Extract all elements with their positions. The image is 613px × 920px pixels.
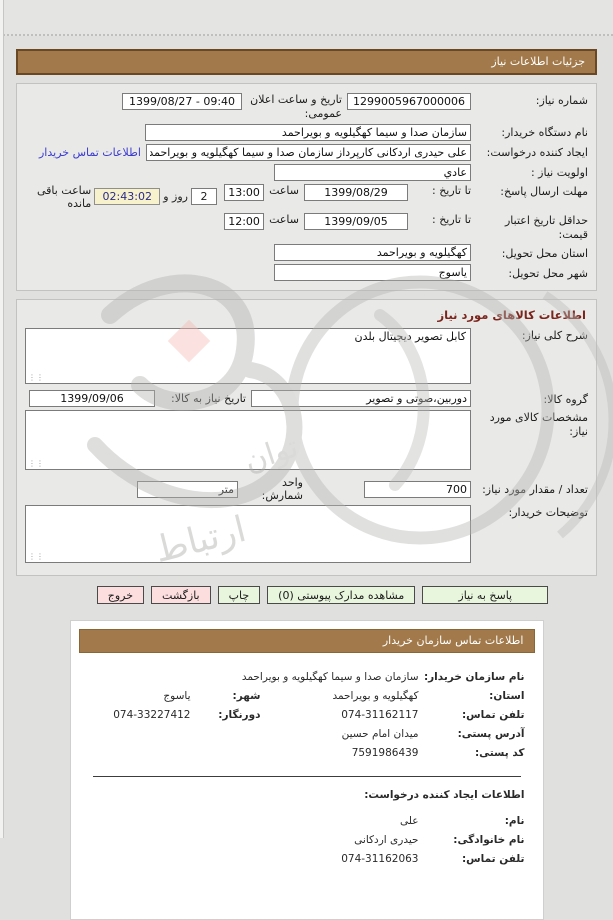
back-button[interactable]: بازگشت [151,586,211,604]
validity-until-label: تا تاریخ : [432,212,471,226]
contact-card [70,620,544,920]
city-value: یاسوج [163,689,191,702]
countdown [25,184,217,210]
goods-panel [16,299,597,576]
contact-card-header: اطلاعات تماس سازمان خریدار [79,629,535,653]
announce-datetime-input[interactable] [122,93,242,110]
deadline-time-input[interactable] [224,184,264,201]
last-name-label: نام خانوادگی: [453,833,525,846]
phone-fax-row [89,705,525,724]
need-details-header: جزئیات اطلاعات نیاز [16,49,597,75]
reply-deadline-label: مهلت ارسال پاسخ: [500,184,588,198]
address-row [89,724,525,743]
resize-grip-icon: ⋮⋮ [28,373,44,383]
buyer-org-label: نام دستگاه خریدار: [501,125,588,139]
delivery-city-row [25,264,588,281]
respond-button[interactable]: پاسخ به نیاز [422,586,548,604]
goods-group-row [25,390,588,407]
buyer-notes-textarea[interactable] [25,505,471,563]
price-validity-label: حداقل تاریخ اعتبار قیمت: [504,213,588,241]
buyer-org-input[interactable] [145,124,471,141]
card-divider [93,776,521,777]
first-name-label: نام: [504,814,525,827]
province-value: کهگیلویه و بویراحمد [332,689,419,702]
specs-textarea[interactable] [25,410,471,470]
countdown-days-box: 2 [191,188,217,205]
city-label: شهر: [232,689,261,702]
validity-time-input[interactable] [224,213,264,230]
countdown-timer: 02:43:02 [94,188,160,205]
resize-grip-icon: ⋮⋮ [28,459,44,469]
creator-phone-row [89,849,525,868]
resize-grip-icon: ⋮⋮ [28,552,44,562]
postal-code-row [89,743,525,762]
exit-button[interactable]: خروج [97,586,144,604]
need-number-label: شماره نیاز: [535,94,588,107]
buyer-org-row [25,124,588,141]
delivery-city-label: شهر محل تحویل: [508,266,588,280]
contact-card-body [79,653,535,868]
quantity-label: تعداد / مقدار مورد نیاز: [482,483,588,496]
quantity-input[interactable] [364,481,471,498]
view-attachments-button[interactable]: مشاهده مدارک پیوستی (0) [267,586,415,604]
need-details-panel [16,83,597,291]
watermark-word-1: توان [240,429,303,480]
buyer-notes-row [25,505,588,566]
goods-group-input[interactable] [251,390,471,407]
countdown-days-suffix: روز و [163,190,188,204]
goods-section-title: اطلاعات کالاهای مورد نیاز [437,308,586,323]
org-name-label: نام سازمان خریدار: [423,670,525,683]
window-left-edge [0,0,4,838]
creator-phone-label: تلفن تماس: [461,852,525,865]
specs-row [25,410,588,473]
announce-datetime-label: تاریخ و ساعت اعلان عمومی: [250,93,342,120]
deadline-hour-label: ساعت [269,183,299,197]
delivery-city-input[interactable] [274,264,471,281]
first-name-row [89,811,525,830]
first-name-value: علی [400,814,419,827]
address-label: آدرس پستی: [457,727,525,740]
unit-label: واحد شمارش: [261,476,303,503]
countdown-suffix: ساعت باقی مانده [36,183,92,210]
quantity-row [25,476,588,502]
need-date-input[interactable] [29,390,155,407]
buyer-notes-label: توضیحات خریدار: [508,506,588,520]
priority-row [25,164,588,181]
watermark-word-2: ارتباط [150,508,251,572]
top-strip [0,0,613,36]
last-name-value: حیدری اردکانی [354,833,419,846]
province-label: استان: [489,689,525,702]
phone-value: 074-31162117 [341,708,419,721]
action-buttons [16,586,613,604]
print-button[interactable]: چاپ [218,586,261,604]
org-name-value: سازمان صدا و سیما کهگیلویه و بویراحمد [241,670,419,683]
validity-date-input[interactable] [304,213,408,230]
province-city-row [89,686,525,705]
reply-deadline-row [25,184,588,210]
specs-label: مشخصات کالای مورد نیاز: [489,411,588,439]
price-validity-row [25,213,588,242]
priority-input[interactable] [274,164,471,181]
need-date-label: تاریخ نیاز به کالا: [171,392,246,406]
validity-hour-label: ساعت [269,212,299,226]
delivery-province-input[interactable] [274,244,471,261]
deadline-date-input[interactable] [304,184,408,201]
unit-input[interactable] [137,481,238,498]
request-creator-input[interactable] [146,144,471,161]
last-name-row [89,830,525,849]
fax-label: دورنگار: [218,708,261,721]
delivery-province-row [25,244,588,261]
address-value: میدان امام حسین [341,727,419,740]
postal-code-value: 7591986439 [351,746,419,759]
phone-label: تلفن تماس: [461,708,525,721]
creator-phone-value: 074-31162063 [341,852,419,865]
buyer-contact-link[interactable]: اطلاعات تماس خریدار [39,145,141,159]
request-creator-row [25,144,588,161]
goods-group-label: گروه کالا: [543,392,588,406]
need-number-input[interactable] [347,93,471,110]
creator-section-title: اطلاعات ایجاد کننده درخواست: [364,789,525,802]
fax-value: 074-33227412 [113,708,191,721]
postal-code-label: کد پستی: [474,746,525,759]
general-desc-label: شرح کلی نیاز: [521,329,588,343]
general-desc-row [25,328,588,387]
deadline-until-label: تا تاریخ : [432,183,471,197]
priority-label: اولویت نیاز : [530,165,588,179]
general-desc-textarea[interactable] [25,328,471,384]
request-creator-label: ایجاد کننده درخواست: [486,145,588,159]
need-number-row [25,93,588,121]
org-name-row [89,667,525,686]
delivery-province-label: استان محل تحویل: [501,246,588,260]
